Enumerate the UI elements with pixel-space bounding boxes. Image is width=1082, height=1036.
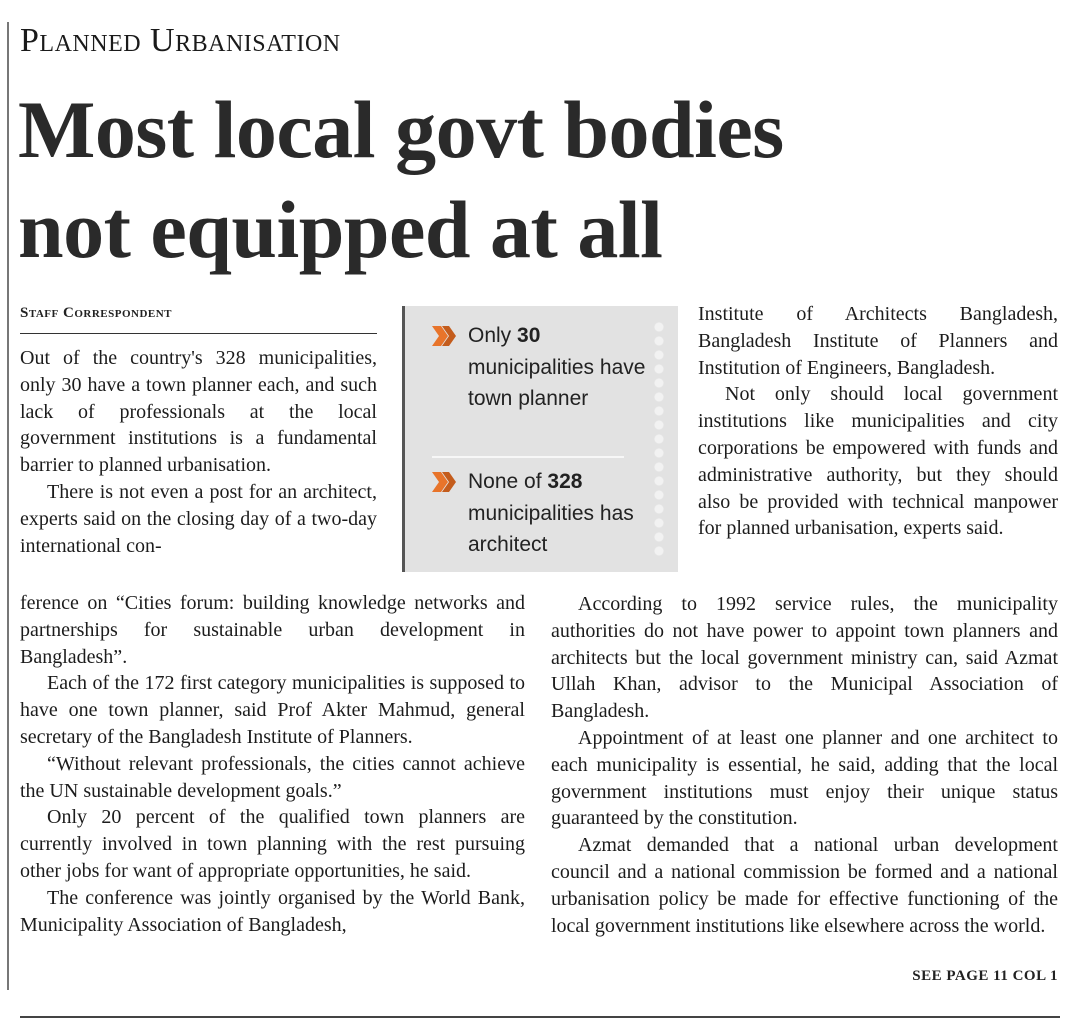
paragraph: Appointment of at least one planner and one architect to each municipality is essential, he said, adding that the local government institutions must enjoy their unique status guaranteed by the constitution. <box>551 726 1058 830</box>
headline-line-2: not equipped at all <box>18 184 663 275</box>
byline-rule <box>20 333 377 334</box>
column-2-bottom <box>551 591 1058 939</box>
fact-suffix: municipalities has architect <box>468 501 634 556</box>
left-column-rule <box>7 22 9 990</box>
fact-text <box>468 466 652 561</box>
fact-suffix: municipalities have town planner <box>468 355 646 410</box>
paragraph: Azmat demanded that a national urban development council and a national commission be formed and a national urbanisation policy be made for effective functioning of the local government institutions like elsewhere across the world. <box>551 834 1058 937</box>
paragraph: Institute of Architects Bangladesh, Bangladesh Institute of Planners and Institution of Engineers, Bangladesh. <box>698 303 1058 379</box>
fact-number: 328 <box>547 470 583 493</box>
paragraph: Out of the country's 328 municipalities, only 30 have a town planner each, and such lack of professionals at the local government institutions is a fundamental barrier to planned urbanisation. <box>20 347 377 477</box>
fact-box <box>402 306 678 572</box>
jump-line: SEE PAGE 11 COL 1 <box>912 968 1058 984</box>
paragraph: The conference was jointly organised by the World Bank, Municipality Association of Bangladesh, <box>20 886 525 936</box>
fact-item <box>432 466 652 561</box>
paragraph: ference on “Cities forum: building knowledge networks and partnerships for sustainable urban development in Bangladesh”. <box>20 592 525 668</box>
fact-number: 30 <box>517 324 541 347</box>
fact-prefix: None of <box>468 470 548 493</box>
headline-line-1: Most local govt bodies <box>18 84 784 175</box>
column-1-bottom <box>20 590 525 938</box>
column-2-top <box>698 301 1058 542</box>
paragraph: According to 1992 service rules, the municipality authorities do not have power to appoint town planners and architects but the local government ministry can, said Azmat Ullah Khan, advisor to the Municipal Association of Bangladesh. <box>551 593 1058 723</box>
bottom-rule <box>20 1016 1060 1018</box>
fact-divider <box>432 456 624 458</box>
byline: Staff Correspondent <box>20 305 173 321</box>
paragraph: Not only should local government institutions like municipalities and city corporations be empowered with funds and administrative authority, but they should also be provided with technical manpower for planned urbanisation, experts said. <box>698 383 1058 540</box>
fact-box-side-bar <box>402 306 405 572</box>
double-chevron-right-icon <box>432 472 458 492</box>
paragraph: “Without relevant professionals, the cities cannot achieve the UN sustainable development goals.” <box>20 752 525 802</box>
fact-box-dot-strip <box>650 320 668 560</box>
paragraph: Only 20 percent of the qualified town planners are currently involved in town planning with the rest pursuing other jobs for want of appropriate opportunities, he said. <box>20 806 525 882</box>
fact-item <box>432 320 652 415</box>
fact-prefix: Only <box>468 324 518 347</box>
headline <box>18 80 1068 280</box>
column-1-top <box>20 345 377 559</box>
paragraph: Each of the 172 first category municipalities is supposed to have one town planner, said Prof Akter Mahmud, general secretary of the Bangladesh Institute of Planners. <box>20 672 525 748</box>
section-kicker: Planned Urbanisation <box>20 22 341 59</box>
fact-text <box>468 320 652 415</box>
double-chevron-right-icon <box>432 326 458 346</box>
paragraph: There is not even a post for an architect, experts said on the closing day of a two-day international con- <box>20 480 377 557</box>
